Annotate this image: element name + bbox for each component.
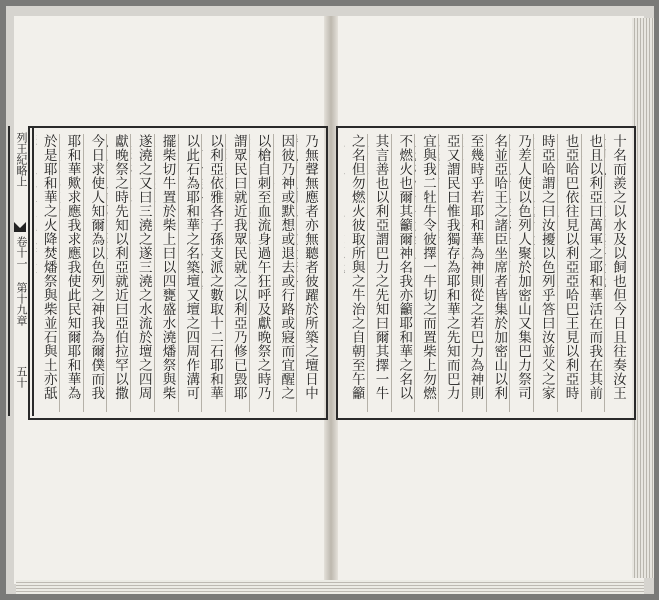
right-text-column: 十名而羨之以水及以飼也但今日且往奏汝王 [604,134,628,412]
banner-chapter: 卷十一 [15,236,28,269]
banner-section: 第十九章 [15,282,28,326]
left-text-column: 謂眾民曰就近我眾民就之以利亞乃修已毀耶 [225,134,249,412]
right-text-column: 也且以利亞曰萬軍之耶和華活在而我在其前 [581,134,605,412]
left-text-column: 以槍自刺至血流身過午狂呼及獻晚祭之時乃 [249,134,273,412]
left-text-column: 獻晚祭之時先知以利亞就近曰亞伯拉罕以撒 [106,134,130,412]
right-text-frame [336,126,636,420]
left-text-column: 乃無聲無應者亦無聽者彼躍於所築之壇日中 [296,134,320,412]
right-text-column: 也亞哈巴依往見以利亞亞哈巴王見以利亞時 [557,134,581,412]
right-text-columns [344,134,628,412]
right-text-column: 之名但勿燃火彼取所與之牛治之自朝至午籲 [348,134,365,400]
banner-title: 列王紀略上 [15,132,28,187]
right-text-column: 乃差人使以色列人聚於加密山又集巴力祭司 [509,134,533,412]
page-banner [8,126,34,416]
left-text-column: 於是耶和華之火降焚燔祭與柴並石與土亦舐 [40,134,57,400]
open-book [6,6,654,594]
left-text-column: 遂澆之又曰三澆之遂三澆之水流於壇之四周 [130,134,154,412]
left-text-column: 擺柴切牛置於柴上曰以四甕盛水澆燔祭與柴 [154,134,178,412]
left-text-frame [28,126,328,420]
left-text-column: 因彼乃神或默想或退去或行路或寢而宜醒之 [273,134,297,412]
right-text-column: 宜與我二牡牛令彼擇一牛切之而置柴上勿燃 [414,134,438,412]
right-text-column: 至幾時乎若耶和華為神則從之若巴力為神則 [462,134,486,412]
right-text-column: 不燃火也爾其籲爾神名我亦籲耶和華之名以 [391,134,415,412]
left-text-column: 以此石為耶和華之名築壇又壇之四周作溝可 [178,134,202,412]
left-text-column: 以利亞依雅各子孫支派之數取十二石耶和華 [201,134,225,412]
right-text-column: 亞又謂民曰惟我獨存為耶和華之先知而巴力 [438,134,462,412]
banner-page-number: 五十 [15,366,28,388]
right-text-column: 時亞哈謂之曰汝擾以色列乎答曰汝並父之家 [533,134,557,412]
left-text-columns [36,134,320,412]
right-text-column: 名並亞哈王之諸臣坐席者皆集於加密山以利 [486,134,510,412]
left-text-column: 今日求使人知爾為以色列之神我為爾僕而我 [83,134,107,412]
fish-tail-icon [14,222,26,232]
right-text-column: 其言善也以利亞謂巴力之先知曰爾其擇一牛 [367,134,391,412]
page-bottom-edge [16,580,644,594]
left-text-column: 耶和華歟求應我求應我使此民知爾耶和華為 [59,134,83,412]
